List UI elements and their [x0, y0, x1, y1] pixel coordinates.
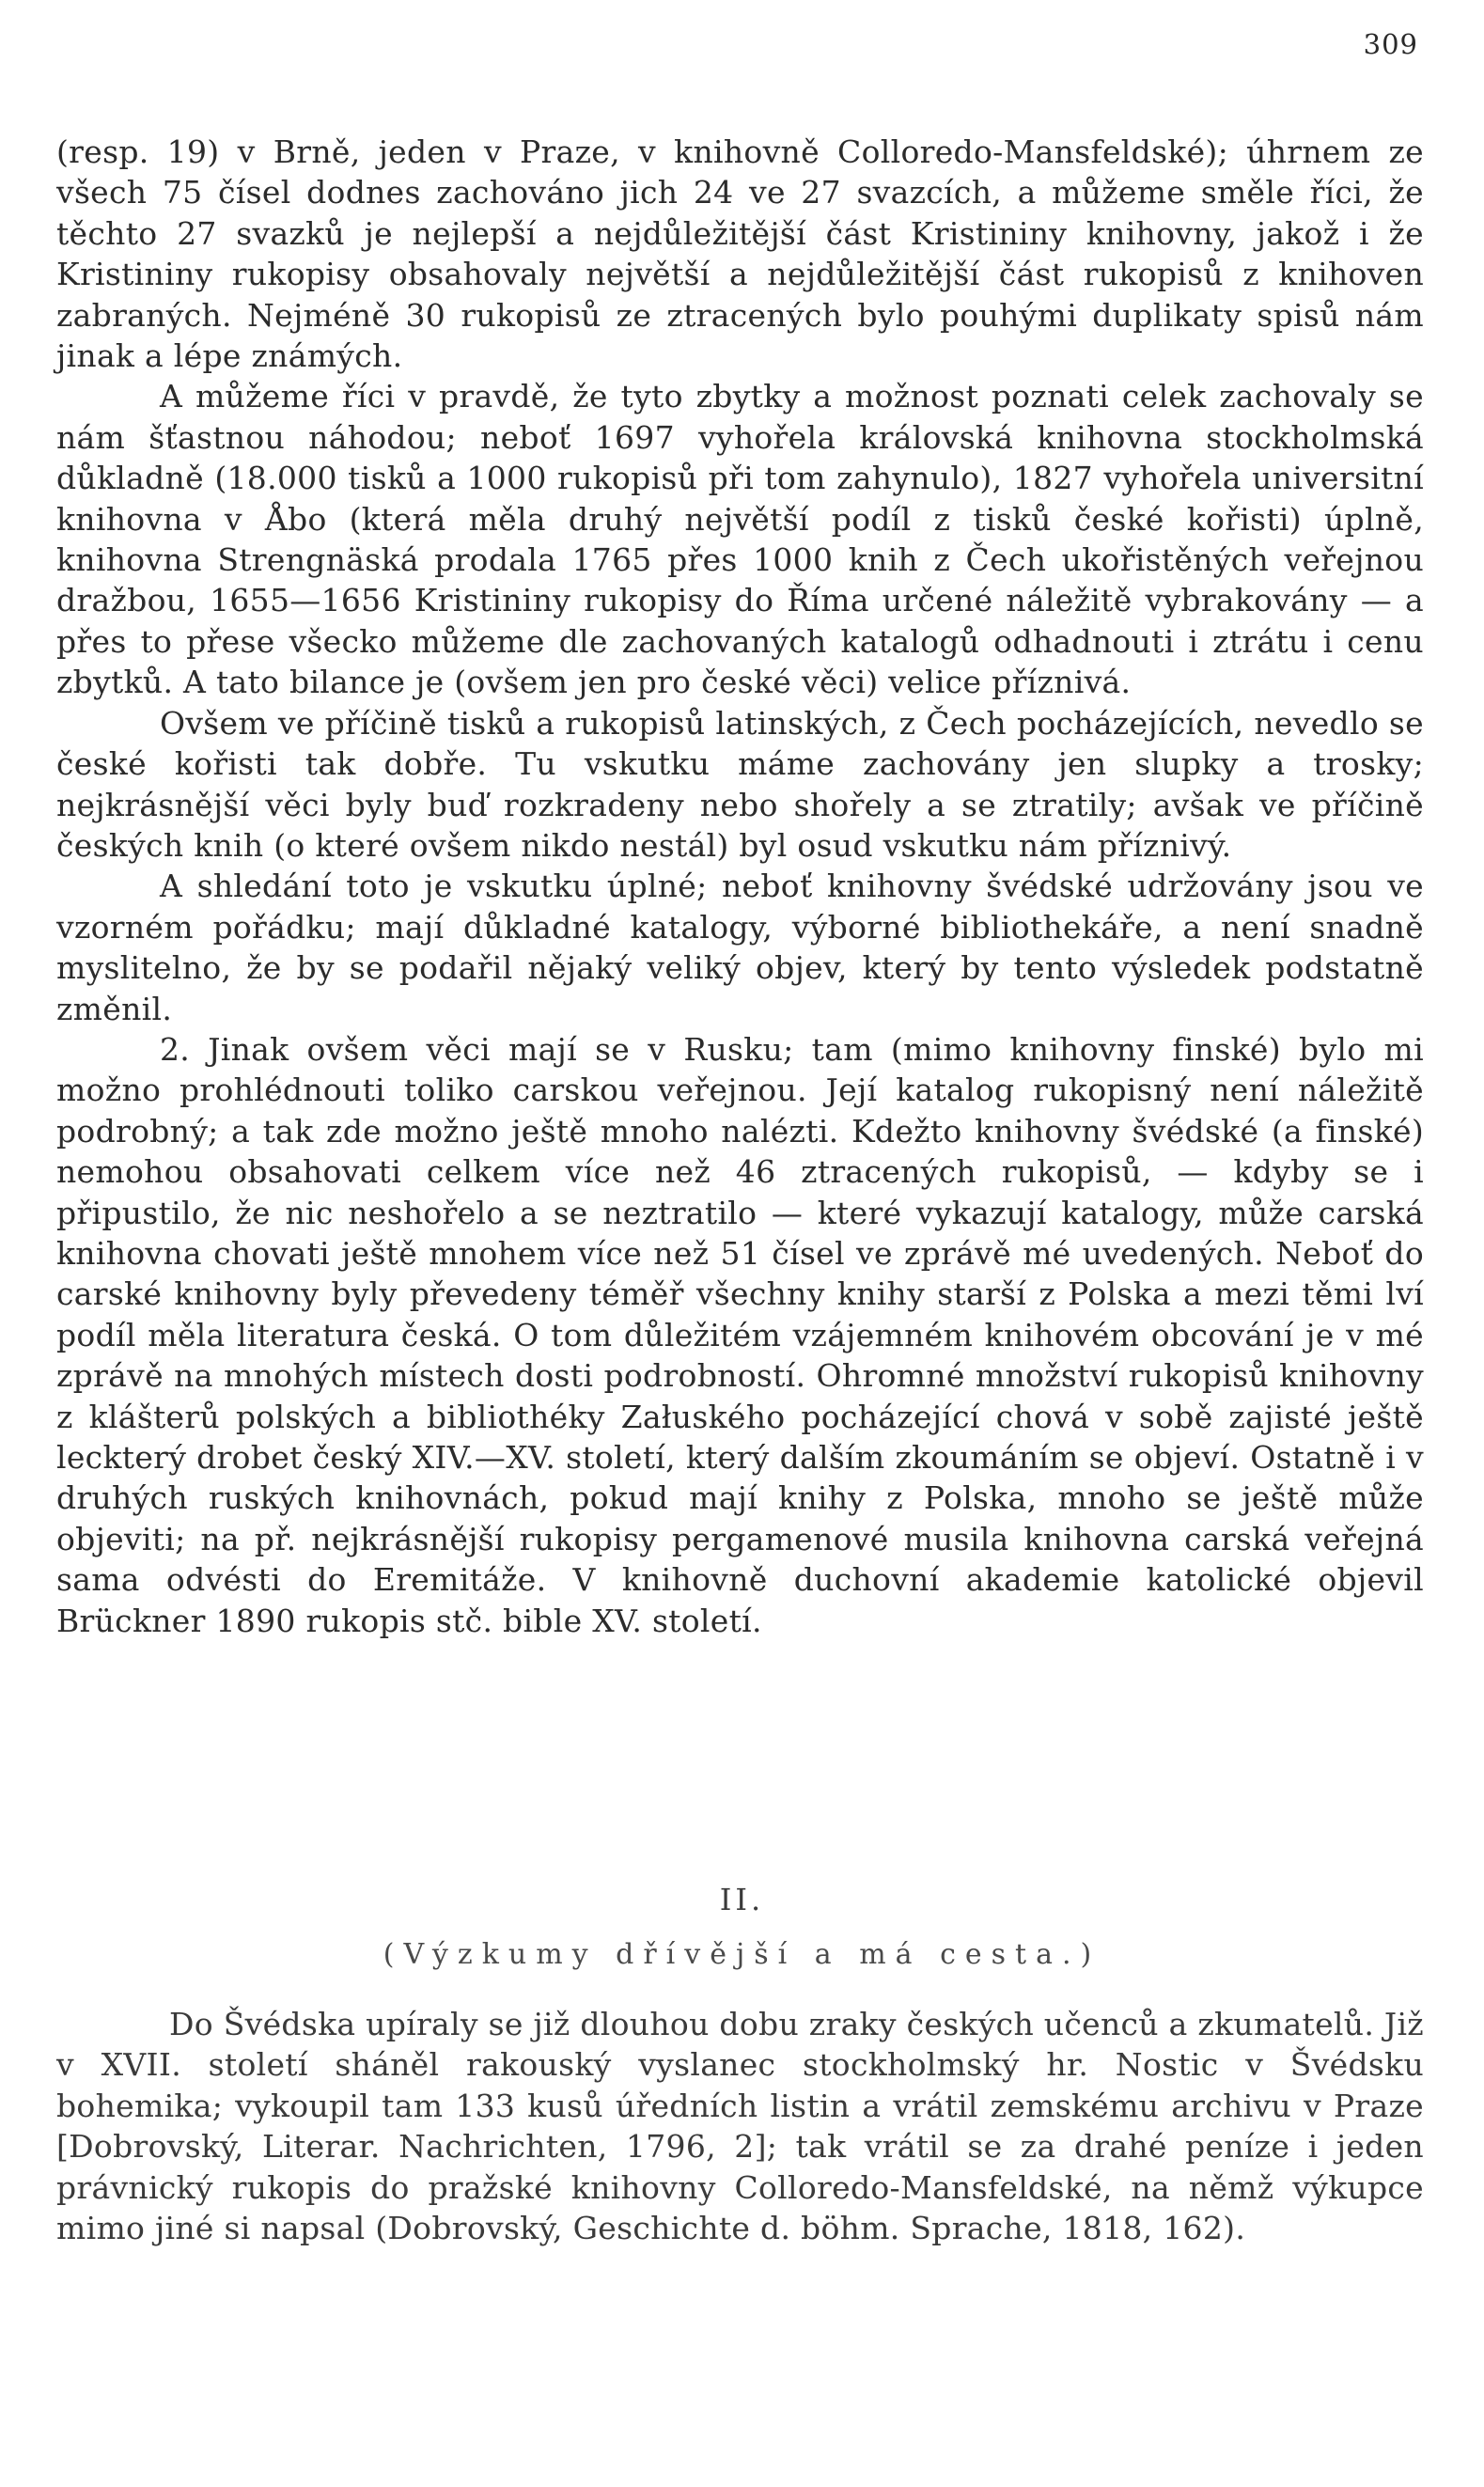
paragraph: (resp. 19) v Brně, jeden v Praze, v knihovně Colloredo-Mansfeldské); úhrnem ze všech 75 čísel dodnes zachováno jich 24 ve 27 svazcích, a můžeme směle říci, že těchto 27 svazků je nejlepší a nejdůležitější část Kristininy knihovny, jakož i že Kristininy rukopisy obsahovaly největší a nejdůležitější část rukopisů z knihoven zabraných. Nejméně 30 rukopisů ze ztracených bylo pouhými duplikaty spisů nám jinak a lépe známých.: [56, 133, 1424, 375]
section-title: (Výzkumy dřívější a má cesta.): [383, 1938, 1101, 1971]
section-numeral: II.: [719, 1882, 765, 1917]
main-text: [56, 132, 1424, 1641]
paragraph: A můžeme říci v pravdě, že tyto zbytky a možnost poznati celek zachovaly se nám šťastnou náhodou; neboť 1697 vyhořela královská knihovna stockholmská důkladně (18.000 tisků a 1000 rukopisů při tom zahynulo), 1827 vyhořela universitní knihovna v Åbo (která měla druhý největší podíl z tisků české kořisti) úplně, knihovna Strengnäská prodala 1765 přes 1000 knih z Čech ukořistěných veřejnou dražbou, 1655—1656 Kristininy rukopisy do Říma určené náležitě vybrakovány — a přes to přese všecko můžeme dle zachovaných katalogů odhadnouti i ztrátu i cenu zbytků. A tato bilance je (ovšem jen pro české věci) velice příznivá.: [56, 378, 1424, 701]
page-number: 309: [1363, 28, 1418, 60]
paragraph: Ovšem ve příčině tisků a rukopisů latinských, z Čech pocházejících, nevedlo se české kořisti tak dobře. Tu vskutku máme zachovány jen slupky a trosky; nejkrásnější věci byly buď rozkradeny nebo shořely a se ztratily; avšak ve příčině českých knih (o které ovšem nikdo nestál) byl osud vskutku nám příznivý.: [56, 704, 1424, 864]
paragraph: Do Švédska upíraly se již dlouhou dobu zraky českých učenců a zkumatelů. Již v XVII. století sháněl rakouský vyslanec stockholmský hr. Nostic v Švédsku bohemika; vykoupil tam 133 kusů úředních listin a vrátil zemskému archivu v Praze [Dobrovský, Literar. Nachrichten, 1796, 2]; tak vrátil se za drahé peníze i jeden právnický rukopis do pražské knihovny Colloredo-Mansfeldské, na němž výkupce mimo jiné si napsal (Dobrovský, Geschichte d. böhm. Sprache, 1818, 162).: [56, 2006, 1424, 2247]
paragraph: A shledání toto je vskutku úplné; neboť knihovny švédské udržovány jsou ve vzorném pořádku; mají důkladné katalogy, výborné bibliothekáře, a není snadně myslitelno, že by se podařil nějaký veliký objev, který by tento výsledek podstatně změnil.: [56, 868, 1424, 1027]
paragraph: 2. Jinak ovšem věci mají se v Rusku; tam (mimo knihovny finské) bylo mi možno prohlédnouti toliko carskou veřejnou. Její katalog rukopisný není náležitě podrobný; a tak zde možno ještě mnoho nalézti. Kdežto knihovny švédské (a finské) nemohou obsahovati celkem více než 46 ztracených rukopisů, — kdyby se i připustilo, že nic neshořelo a se neztratilo — které vykazují katalogy, může carská knihovna chovati ještě mnohem více než 51 čísel ve zprávě mé uvedených. Neboť do carské knihovny byly převedeny téměř všechny knihy starší z Polska a mezi těmi lví podíl měla literatura česká. O tom důležitém vzájemném knihovém obcování je v mé zprávě na mnohých místech dosti podrobností. Ohromné množství rukopisů knihovny z klášterů polských a bibliothéky Załuského pocházející chová v sobě zajisté ještě leckterý drobet český XIV.—XV. století, který dalším zkoumáním se objeví. Ostatně i v druhých ruských knihovnách, pokud mají knihy z Polska, mnoho se ještě může objeviti; na př. nejkrásnější rukopisy pergamenové musila knihovna carská veřejná sama odvésti do Eremitáže. V knihovně duchovní akademie katolické objevil Brückner 1890 rukopis stč. bible XV. století.: [56, 1030, 1424, 1639]
section-text: [56, 2004, 1424, 2248]
